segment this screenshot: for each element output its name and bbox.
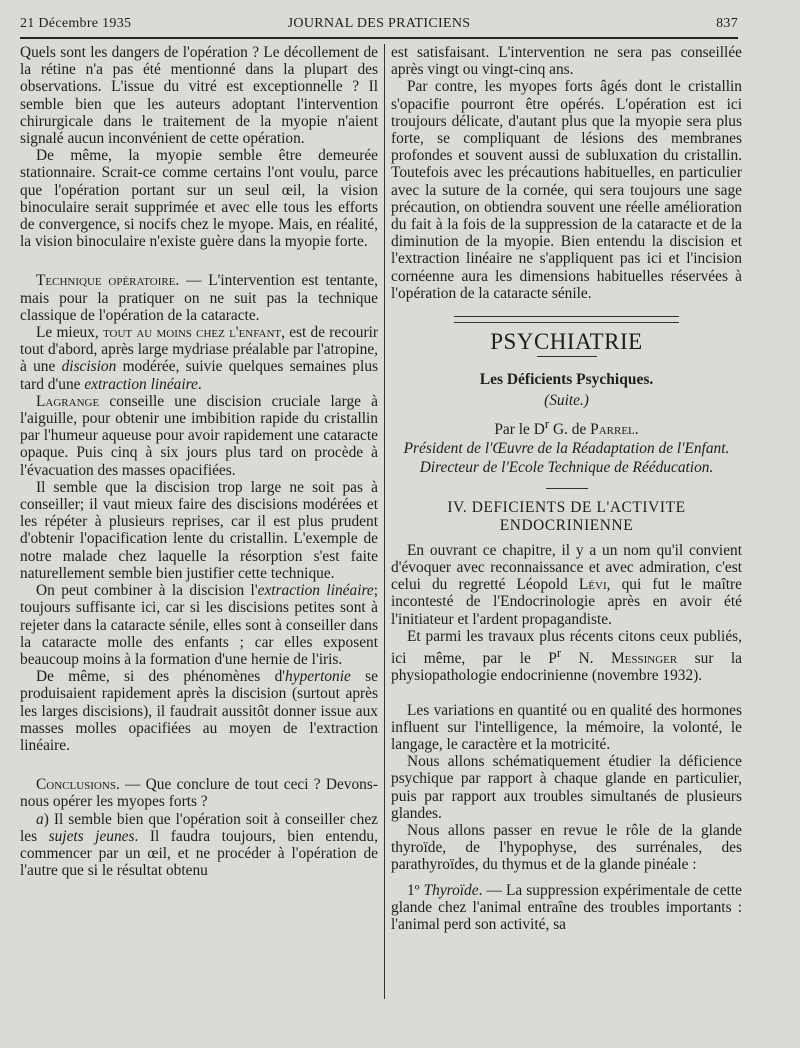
paragraph-hypertonie: De même, si des phénomènes d'hypertonie se produisaient rapidement après la discision (surtout après les larges discisions), il faudrait aussitôt donner issue aux masses molles opacifiées au moyen de l'extraction linéaire. [20, 668, 378, 754]
chapter-title: IV. DEFICIENTS DE L'ACTIVITE ENDOCRINIENNE [447, 499, 686, 534]
journal-title: JOURNAL DES PRATICIENS [287, 16, 471, 31]
section-separator [454, 316, 679, 323]
author-byline: Par le $D^r$ G. de Parrel. [494, 416, 639, 438]
short-separator [546, 488, 588, 489]
right-column [391, 44, 742, 933]
paragraph-myopes-ages: Par contre, les myopes forts âgés dont le cristallin s'opacifie pourront être opérés. L'opération est ici troujours délicate, d'autant plus que la myopie sera plus forte, se compliquant de lésions des membranes profondes et souvent aussi de subluxation du cristallin. Toutefois avec les précautions habituelles, en particulier avec la suture de la cornée, qui sera toujours une sage précaution, on obtiendra souvent une réelle amélioration du fait à la fois de la suppression de la cataracte et de la diminution de la myopie. Bien entendu la discision et l'extraction linéaire ne s'appliquent pas ici et l'incision cornéenne aura les dimensions habituelles réservées à l'opération de la cataracte sénile. [391, 78, 742, 302]
paragraph-travaux: Et parmi les travaux plus récents citons ceux publiés, ici même, par le $P^r$ N. Messinger sur la physiopathologie endocrinienne (novembre 1932). [391, 627, 742, 685]
paragraph-mieux: Le mieux, tout au moins chez l'enfant, est de recourir tout d'abord, après large mydriase préalable par l'atropine, à une discision modérée, suivie quelques semaines plus tard d'une extraction linéaire. [20, 324, 379, 393]
paragraph-schematiquement: Nous allons schématiquement étudier la déficience psychique par rapport à chaque glande en particulier, puis par rapport aux troubles simultanés de plusieurs glandes. [391, 753, 742, 822]
left-column [20, 44, 378, 879]
paragraph-technique: Technique opératoire. — L'intervention est tentante, mais pour la pratiquer on ne suit pas la technique classique de l'opération de la cataracte. [20, 272, 378, 324]
article-title: Les Déficients Psychiques. [479, 371, 654, 389]
author-affiliation-1: Président de l'Œuvre de la Réadaptation de l'Enfant. [403, 439, 730, 457]
header-rule [20, 37, 738, 39]
paragraph-passer-en-revue: Nous allons passer en revue le rôle de la glande thyroïde, de l'hypophyse, des surrénales, des parathyroïdes, du thymus et de la glande pinéale : [391, 821, 742, 874]
article-suite: (Suite.) [544, 392, 589, 410]
paragraph-lagrange: Lagrange conseille une discision cruciale large à l'aiguille, pour obtenir une imbibition rapide du cristallin par l'humeur aqueuse pour avoir rapidement une cataracte opaque. Puis cinq à six jours plus tard on procède à l'évacuation des masses opacifiées. [20, 392, 378, 479]
paragraph-variations: Les variations en quantité ou en qualité des hormones influent sur l'intelligence, la mémoire, la volonté, le langage, le caractère et la motricité. [391, 701, 742, 753]
section-underline [537, 356, 597, 357]
page-header [20, 16, 738, 38]
author-affiliation-2: Directeur de l'Ecole Technique de Rééducation. [419, 459, 714, 477]
paragraph-combiner: On peut combiner à la discision l'extraction linéaire; toujours suffisante ici, car si les discisions petites sont à rejeter dans la cataracte sénile, elles sont à conseiller dans la cataracte molle des enfants ; car elles exposent beaucoup moins à la formation d'une hernie de l'iris. [20, 582, 378, 668]
section-title: PSYCHIATRIE [490, 329, 643, 355]
paragraph-dangers: Quels sont les dangers de l'opération ? Le décollement de la rétine n'a pas été mentionné dans la plupart des observations. L'issue du vitré est exceptionnelle ? Il semble bien que les auteurs adoptant l'intervention chirurgicale dans le traitement de la myopie n'aient signalé aucun inconvénient de cette opération. [20, 44, 378, 148]
page-number: 837 [716, 16, 738, 31]
conclusions-heading: Conclusions. [36, 776, 120, 794]
technique-heading: Technique opératoire. [36, 272, 180, 290]
paragraph-satisfaisant: est satisfaisant. L'intervention ne sera pas conseillée après vingt ou vingt-cinq ans. [391, 44, 742, 79]
paragraph-leopold-levi: En ouvrant ce chapitre, il y a un nom qu'il convient d'évoquer avec reconnaissance et avec admiration, c'est celui du regretté Léopold Lévi, qui fut le maître incontesté de l'Endocrinologie après en avoir été l'initiateur et l'ardent propagandiste. [391, 541, 742, 628]
paragraph-myopie-stationnaire: De même, la myopie semble être demeurée stationnaire. Scrait-ce comme certains l'ont voulu, parce que l'opération portant sur un seul œil, la vision binoculaire serait supprimée et avec elle tous les efforts de convergence, si nocifs chez le myope. Mais, en réalité, la vision binoculaire n'existe guère dans la myopie forte. [20, 147, 378, 251]
paragraph-thyroide: 1º Thyroïde. — La suppression expérimentale de cette glande chez l'animal entraîne des troubles importants : l'animal perd son activité, sa [391, 881, 742, 933]
paragraph-discision: Il semble que la discision trop large ne soit pas à conseiller; il vaut mieux faire des discisions modérées et les répéter à plusieurs reprises, car il est plus prudent d'obtenir l'opacification lente du cristallin. L'exemple de notre malade chez laquelle la résorption s'est faite naturellement semble bien justifier cette technique. [20, 478, 378, 582]
paragraph-conclusions: Conclusions. — Que conclure de tout ceci ? Devons-nous opérer les myopes forts ? [20, 776, 378, 811]
paragraph-conclusion-a: a) Il semble bien que l'opération soit à conseiller chez les sujets jeunes. Il faudra toujours, bien entendu, commencer par un œil, et ne procéder à l'opération de l'autre que si le résultat obtenu [20, 810, 378, 880]
column-divider [384, 44, 385, 999]
issue-date: 21 Décembre 1935 [20, 16, 132, 31]
